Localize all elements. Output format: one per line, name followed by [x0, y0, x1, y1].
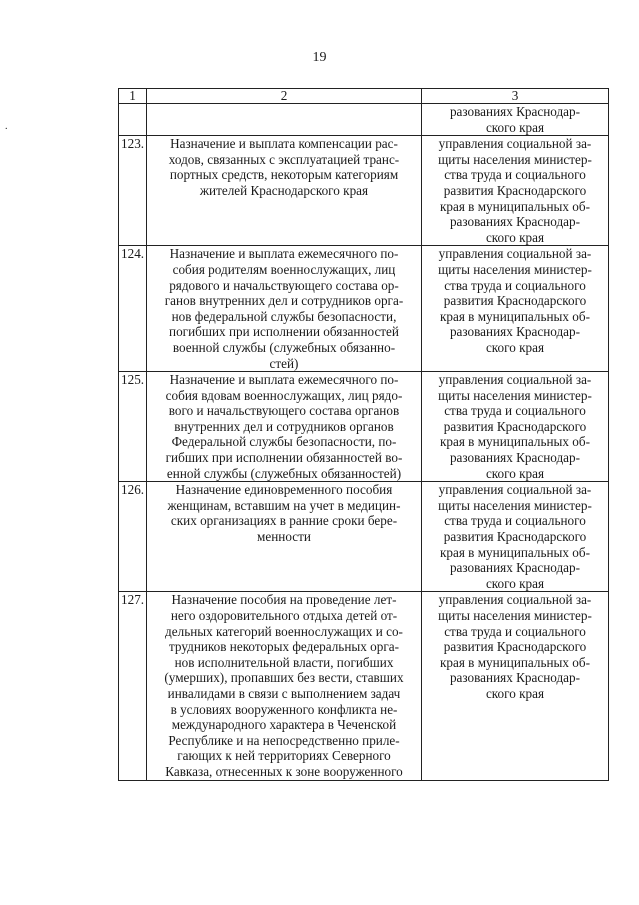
responsible-agency: [422, 482, 609, 592]
agency-line: разованиях Краснодар-: [449, 560, 581, 576]
table-header-row: [119, 89, 609, 104]
agency-line: разованиях Краснодар-: [449, 214, 581, 230]
agency-line: разованиях Краснодар-: [449, 104, 581, 119]
margin-mark: .: [5, 121, 8, 132]
service-name-line: него оздоровительного отдыха детей от-: [170, 608, 398, 623]
service-name-line: международного характера в Чеченской: [171, 717, 397, 733]
agency-line: развития Краснодарского: [443, 639, 587, 655]
responsible-agency: [422, 136, 609, 246]
responsible-agency: [422, 372, 609, 482]
service-name-line: ходов, связанных с эксплуатацией транс-: [168, 151, 400, 167]
row-number: 123.: [119, 136, 147, 246]
service-name-line: стей): [269, 355, 299, 371]
agency-line: ского края: [485, 119, 545, 135]
agency-line: ства труда и социального: [444, 513, 586, 529]
service-name-line: инвалидами в связи с выполнением задач: [167, 685, 401, 701]
service-name-line: вого и начальствующего состава органов: [168, 403, 400, 419]
agency-line: управления социальной за-: [438, 246, 592, 262]
agency-line: управления социальной за-: [438, 592, 592, 608]
row-number: 126.: [119, 482, 147, 592]
service-name-line: Республике и на непосредственно приле-: [168, 732, 400, 748]
agency-line: развития Краснодарского: [443, 529, 587, 545]
agency-line: щиты населения министер-: [438, 151, 592, 167]
agency-line: ства труда и социального: [444, 623, 586, 639]
agency-line: ского края: [485, 229, 545, 245]
service-name-line: рядового и начальствующего состава ор-: [169, 277, 399, 293]
responsible-agency: [422, 246, 609, 372]
table-row: [119, 246, 609, 372]
responsible-agency: [422, 592, 609, 780]
service-name-line: женщинам, вставшим на учет в медицин-: [167, 497, 401, 513]
agency-line: ства труда и социального: [444, 167, 586, 183]
header-col-3: 3: [422, 89, 609, 104]
service-name-line: нов исполнительной власти, погибших: [174, 654, 394, 670]
agency-line: разованиях Краснодар-: [449, 450, 581, 466]
header-col-2: 2: [147, 89, 422, 104]
service-name-line: портных средств, некоторым категориям: [169, 167, 399, 183]
header-col-1: 1: [119, 89, 147, 104]
agency-line: края в муниципальных об-: [439, 434, 591, 450]
service-name: [147, 372, 422, 482]
agency-line: края в муниципальных об-: [439, 198, 591, 214]
page-number: 19: [312, 50, 327, 65]
service-name-line: жителей Краснодарского края: [199, 182, 369, 198]
service-name-line: нов федеральной службы безопасности,: [171, 308, 397, 324]
agency-line: разованиях Краснодар-: [449, 324, 581, 340]
agency-line: края в муниципальных об-: [439, 544, 591, 560]
service-name-line: в условиях вооруженного конфликта не-: [170, 701, 398, 717]
agency-line: развития Краснодарского: [443, 182, 587, 198]
table-row: [119, 136, 609, 246]
agency-line: края в муниципальных об-: [439, 654, 591, 670]
service-name-line: менности: [257, 529, 311, 545]
responsible-agency: [422, 104, 609, 136]
service-name-line: Назначение пособия на проведение лет-: [171, 592, 397, 608]
table-row: [119, 592, 609, 780]
agency-line: управления социальной за-: [438, 372, 592, 388]
service-name: [147, 246, 422, 372]
agency-line: ского края: [485, 575, 545, 591]
service-name-line: Назначение и выплата ежемесячного по-: [169, 372, 399, 388]
agency-line: развития Краснодарского: [443, 418, 587, 434]
agency-line: ства труда и социального: [444, 403, 586, 419]
service-name-line: гибших при исполнении обязанностей во-: [165, 450, 403, 466]
row-number: 127.: [119, 592, 147, 780]
service-name-line: погибших при исполнении обязанностей: [169, 324, 399, 340]
agency-line: ского края: [485, 685, 545, 701]
service-name: [147, 136, 422, 246]
service-name-line: Назначение и выплата компенсации рас-: [170, 136, 398, 152]
service-name-line: дельных категорий военнослужащих и со-: [165, 623, 403, 639]
service-name: [147, 592, 422, 780]
service-name-line: енной службы (служебных обязанностей): [166, 465, 402, 481]
service-name-line: ских организациях в ранние сроки бере-: [170, 513, 398, 529]
agency-line: ства труда и социального: [444, 277, 586, 293]
service-name-line: трудников некоторых федеральных орга-: [169, 639, 399, 655]
agency-line: щиты населения министер-: [438, 261, 592, 277]
service-name-line: Назначение и выплата ежемесячного по-: [169, 246, 399, 262]
agency-line: развития Краснодарского: [443, 293, 587, 309]
table-row: [119, 482, 609, 592]
service-name-line: (умерших), пропавших без вести, ставших: [164, 670, 404, 686]
service-name-line: внутренних дел и сотрудников органов: [174, 418, 394, 434]
row-number: [119, 104, 147, 136]
service-name-line: военной службы (служебных обязанно-: [172, 339, 396, 355]
service-name-line: собия вдовам военнослужащих, лиц рядо-: [165, 387, 403, 403]
service-name-line: гающих к ней территориях Северного: [177, 748, 391, 764]
agency-line: разованиях Краснодар-: [449, 670, 581, 686]
services-table: [118, 88, 609, 781]
service-name-line: Кавказа, отнесенных к зоне вооруженного: [165, 763, 403, 779]
agency-line: щиты населения министер-: [438, 497, 592, 513]
row-number: 125.: [119, 372, 147, 482]
service-name-line: Федеральной службы безопасности, по-: [171, 434, 397, 450]
service-name-line: ганов внутренних дел и сотрудников орга-: [164, 293, 404, 309]
agency-line: щиты населения министер-: [438, 608, 592, 623]
service-name-line: Назначение единовременного пособия: [175, 482, 393, 498]
agency-line: ского края: [485, 465, 545, 481]
agency-line: ского края: [485, 339, 545, 355]
agency-line: управления социальной за-: [438, 136, 592, 152]
agency-line: щиты населения министер-: [438, 387, 592, 403]
table-row: [119, 372, 609, 482]
service-name-line: собия родителям военнослужащих, лиц: [172, 261, 396, 277]
agency-line: управления социальной за-: [438, 482, 592, 498]
row-number: 124.: [119, 246, 147, 372]
table-row-continuation: [119, 104, 609, 136]
agency-line: края в муниципальных об-: [439, 308, 591, 324]
service-name: [147, 482, 422, 592]
service-name: [147, 104, 422, 136]
